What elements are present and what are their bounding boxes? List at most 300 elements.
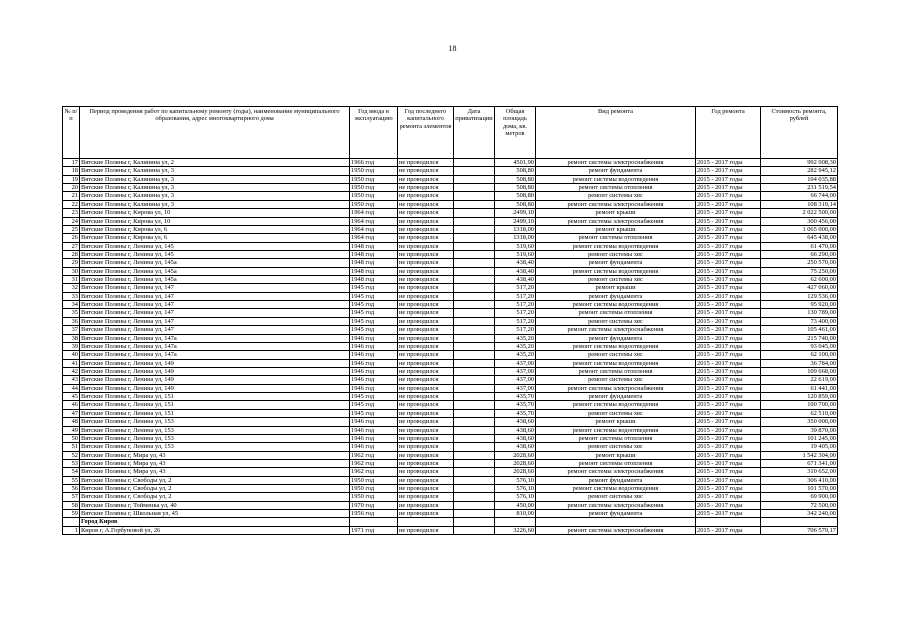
cell-repair-type: ремонт фундамента <box>536 259 696 267</box>
cell-repair-type: ремонт фундамента <box>536 476 696 484</box>
cell-repair-year: 2015 - 2017 годы <box>696 292 761 300</box>
cell-repair-cost: 129 536,00 <box>761 292 838 300</box>
cell-privatization-date <box>454 184 495 192</box>
cell-last-repair: не проводился <box>398 225 454 233</box>
cell-last-repair: не проводился <box>398 401 454 409</box>
cell-privatization-date <box>454 367 495 375</box>
cell-privatization-date <box>454 351 495 359</box>
cell-number: 51 <box>63 443 80 451</box>
cell-repair-type: ремонт системы водоотведения <box>536 175 696 183</box>
cell-repair-cost: 310 652,00 <box>761 468 838 476</box>
cell-repair-type: ремонт системы водоотведения <box>536 301 696 309</box>
cell-year-built: 1962 год <box>350 451 398 459</box>
cell-privatization-date <box>454 159 495 167</box>
cell-repair-type: ремонт системы электроснабжения <box>536 200 696 208</box>
table-row <box>63 292 838 300</box>
cell-total-area: 508,80 <box>495 192 536 200</box>
cell-address: Вятские Поляны г, Мира ул, 43 <box>80 451 350 459</box>
cell-address: Вятские Поляны г, Ленина ул, 149 <box>80 359 350 367</box>
cell-repair-cost: 992 008,30 <box>761 159 838 167</box>
cell-repair-year: 2015 - 2017 годы <box>696 267 761 275</box>
cell-privatization-date <box>454 259 495 267</box>
cell-repair-year: 2015 - 2017 годы <box>696 301 761 309</box>
cell-address: Вятские Поляны г, Ленина ул, 151 <box>80 409 350 417</box>
cell-repair-cost: 75 250,00 <box>761 267 838 275</box>
cell-repair-type: ремонт системы электроснабжения <box>536 501 696 509</box>
cell-privatization-date <box>454 384 495 392</box>
cell-number: 25 <box>63 225 80 233</box>
cell-repair-cost: 109 668,00 <box>761 367 838 375</box>
cell-repair-year: 2015 - 2017 годы <box>696 242 761 250</box>
table-row <box>63 510 838 518</box>
cell-year-built: 1964 год <box>350 217 398 225</box>
cell-number: 50 <box>63 434 80 442</box>
cell-year-built: 1945 год <box>350 284 398 292</box>
cell-repair-cost: 706 579,17 <box>761 526 838 534</box>
cell-repair-cost: 101 245,00 <box>761 434 838 442</box>
cell-repair-cost: 231 519,54 <box>761 184 838 192</box>
cell-repair-year: 2015 - 2017 годы <box>696 468 761 476</box>
table-header-row <box>63 107 838 159</box>
cell-repair-type: ремонт системы хвс <box>536 493 696 501</box>
table-row <box>63 250 838 258</box>
cell-repair-type: ремонт крыши <box>536 284 696 292</box>
cell-repair-cost: 282 945,12 <box>761 167 838 175</box>
cell-repair-year: 2015 - 2017 годы <box>696 309 761 317</box>
table-row <box>63 276 838 284</box>
cell-number: 20 <box>63 184 80 192</box>
cell-address: Вятские Поляны г, Ленина ул, 153 <box>80 418 350 426</box>
cell-privatization-date <box>454 418 495 426</box>
cell-address: Вятские Поляны г, Кирова ул, 6 <box>80 234 350 242</box>
repair-schedule-table <box>62 106 838 535</box>
cell-number: 47 <box>63 409 80 417</box>
cell-year-built: 1945 год <box>350 409 398 417</box>
header-repair-type: Вид ремонта <box>536 107 696 159</box>
cell-last-repair: не проводился <box>398 510 454 518</box>
cell-year-built: 1950 год <box>350 476 398 484</box>
cell-address: Вятские Поляны г, Мира ул, 43 <box>80 468 350 476</box>
page-number: 18 <box>448 44 457 53</box>
cell-repair-type: ремонт системы отопления <box>536 367 696 375</box>
table-row <box>63 159 838 167</box>
cell-repair-cost: 69 900,00 <box>761 493 838 501</box>
cell-repair-type: ремонт системы отопления <box>536 234 696 242</box>
cell-address: Вятские Поляны г, Ленина ул, 147а <box>80 351 350 359</box>
cell-privatization-date <box>454 493 495 501</box>
cell-repair-cost: 120 859,00 <box>761 393 838 401</box>
cell-privatization-date <box>454 301 495 309</box>
table-row <box>63 418 838 426</box>
cell-repair-year: 2015 - 2017 годы <box>696 426 761 434</box>
cell-repair-type: ремонт системы водоотведения <box>536 242 696 250</box>
cell-year-built: 1946 год <box>350 351 398 359</box>
cell-repair-year: 2015 - 2017 годы <box>696 401 761 409</box>
cell-repair-cost: 108 319,14 <box>761 200 838 208</box>
cell-repair-type: ремонт системы водоотведения <box>536 485 696 493</box>
cell-total-area: 576,10 <box>495 476 536 484</box>
cell-number: 49 <box>63 426 80 434</box>
cell-year-built: 1962 год <box>350 459 398 467</box>
section-row <box>63 518 838 526</box>
cell-repair-cost: 350 000,00 <box>761 418 838 426</box>
cell-last-repair: не проводился <box>398 434 454 442</box>
cell-last-repair: не проводился <box>398 209 454 217</box>
cell-privatization-date <box>454 334 495 342</box>
cell-total-area: 437,00 <box>495 359 536 367</box>
cell-privatization-date <box>454 359 495 367</box>
table-row <box>63 526 838 534</box>
cell-repair-type: ремонт системы хвс <box>536 443 696 451</box>
cell-repair-cost: 1 065 000,00 <box>761 225 838 233</box>
cell-repair-type: ремонт крыши <box>536 209 696 217</box>
cell-address: Вятские Поляны г, Ленина ул, 145а <box>80 267 350 275</box>
cell-repair-cost: 66 744,00 <box>761 192 838 200</box>
cell-number: 26 <box>63 234 80 242</box>
cell-total-area: 438,60 <box>495 443 536 451</box>
cell-last-repair: не проводился <box>398 234 454 242</box>
cell-privatization-date <box>454 317 495 325</box>
cell-repair-type: ремонт системы хвс <box>536 317 696 325</box>
cell-repair-cost: 300 456,00 <box>761 217 838 225</box>
cell-repair-year: 2015 - 2017 годы <box>696 276 761 284</box>
header-repair-year: Год ремонта <box>696 107 761 159</box>
cell-number: 24 <box>63 217 80 225</box>
table-row <box>63 493 838 501</box>
table-row <box>63 476 838 484</box>
cell-privatization-date <box>454 175 495 183</box>
cell-total-area: 517,20 <box>495 317 536 325</box>
cell-repair-cost: 62 510,00 <box>761 409 838 417</box>
header-privatization-date: Дата приватизации <box>454 107 495 159</box>
cell-last-repair: не проводился <box>398 259 454 267</box>
cell-repair-year: 2015 - 2017 годы <box>696 334 761 342</box>
cell-number: 46 <box>63 401 80 409</box>
cell-total-area: 438,60 <box>495 418 536 426</box>
cell-number: 41 <box>63 359 80 367</box>
cell-total-area: 508,80 <box>495 184 536 192</box>
cell-total-area: 438,40 <box>495 267 536 275</box>
cell-privatization-date <box>454 167 495 175</box>
cell-total-area: 437,00 <box>495 367 536 375</box>
cell-address: Город Киров <box>80 518 350 526</box>
cell-total-area: 517,20 <box>495 284 536 292</box>
cell-privatization-date <box>454 217 495 225</box>
table-row <box>63 367 838 375</box>
cell-repair-type: ремонт системы водоотведения <box>536 426 696 434</box>
cell-address: Вятские Поляны г, Ленина ул, 153 <box>80 434 350 442</box>
cell-repair-type: ремонт системы электроснабжения <box>536 526 696 534</box>
cell-repair-cost: 104 035,88 <box>761 175 838 183</box>
cell-repair-year: 2015 - 2017 годы <box>696 418 761 426</box>
cell-repair-year: 2015 - 2017 годы <box>696 493 761 501</box>
cell-privatization-date <box>454 510 495 518</box>
cell-total-area: 508,80 <box>495 167 536 175</box>
cell-repair-year: 2015 - 2017 годы <box>696 393 761 401</box>
cell-privatization-date <box>454 518 495 526</box>
cell-repair-cost: 2 022 500,00 <box>761 209 838 217</box>
cell-total-area: 450,00 <box>495 501 536 509</box>
cell-privatization-date <box>454 476 495 484</box>
table-row <box>63 301 838 309</box>
cell-number: 18 <box>63 167 80 175</box>
cell-year-built: 1946 год <box>350 342 398 350</box>
cell-repair-year <box>696 518 761 526</box>
cell-number: 44 <box>63 384 80 392</box>
cell-repair-cost: 73 400,00 <box>761 317 838 325</box>
cell-year-built: 1945 год <box>350 301 398 309</box>
cell-last-repair <box>398 518 454 526</box>
cell-repair-cost: 427 060,00 <box>761 284 838 292</box>
cell-privatization-date <box>454 468 495 476</box>
cell-year-built: 1946 год <box>350 376 398 384</box>
cell-repair-year: 2015 - 2017 годы <box>696 259 761 267</box>
cell-repair-cost: 22 619,00 <box>761 376 838 384</box>
cell-repair-type: ремонт системы водоотведения <box>536 359 696 367</box>
cell-number: 27 <box>63 242 80 250</box>
table-row <box>63 393 838 401</box>
cell-privatization-date <box>454 409 495 417</box>
cell-privatization-date <box>454 376 495 384</box>
cell-repair-cost: 671 341,00 <box>761 459 838 467</box>
cell-privatization-date <box>454 309 495 317</box>
cell-privatization-date <box>454 451 495 459</box>
cell-address: Вятские Поляны г, Ленина ул, 149 <box>80 376 350 384</box>
table-row <box>63 284 838 292</box>
cell-total-area: 508,80 <box>495 175 536 183</box>
cell-privatization-date <box>454 250 495 258</box>
table-row <box>63 359 838 367</box>
cell-repair-year: 2015 - 2017 годы <box>696 250 761 258</box>
cell-year-built: 1945 год <box>350 401 398 409</box>
cell-address: Вятские Поляны г, Калинина ул, 3 <box>80 200 350 208</box>
cell-privatization-date <box>454 225 495 233</box>
cell-number: 59 <box>63 510 80 518</box>
cell-year-built: 1950 год <box>350 175 398 183</box>
cell-repair-type: ремонт системы хвс <box>536 192 696 200</box>
cell-year-built: 1946 год <box>350 359 398 367</box>
cell-number: 32 <box>63 284 80 292</box>
cell-repair-type: ремонт системы хвс <box>536 276 696 284</box>
cell-number: 19 <box>63 175 80 183</box>
table-row <box>63 309 838 317</box>
cell-repair-year: 2015 - 2017 годы <box>696 342 761 350</box>
cell-last-repair: не проводился <box>398 217 454 225</box>
cell-repair-cost: 130 789,00 <box>761 309 838 317</box>
cell-repair-year: 2015 - 2017 годы <box>696 409 761 417</box>
cell-year-built: 1950 год <box>350 167 398 175</box>
cell-last-repair: не проводился <box>398 284 454 292</box>
cell-address: Вятские Поляны г, Ленина ул, 147 <box>80 317 350 325</box>
cell-total-area: 1318,00 <box>495 225 536 233</box>
cell-repair-type: ремонт системы хвс <box>536 351 696 359</box>
table-row <box>63 326 838 334</box>
cell-repair-type: ремонт фундамента <box>536 393 696 401</box>
cell-repair-year: 2015 - 2017 годы <box>696 434 761 442</box>
cell-address: Вятские Поляны г, Ленина ул, 145а <box>80 259 350 267</box>
cell-repair-year: 2015 - 2017 годы <box>696 200 761 208</box>
cell-last-repair: не проводился <box>398 250 454 258</box>
cell-repair-year: 2015 - 2017 годы <box>696 209 761 217</box>
cell-address: Киров г, А.Горбуновой ул, 26 <box>80 526 350 534</box>
cell-number: 53 <box>63 459 80 467</box>
cell-privatization-date <box>454 426 495 434</box>
cell-repair-cost: 61 470,00 <box>761 242 838 250</box>
cell-repair-cost: 342 240,00 <box>761 510 838 518</box>
cell-number: 52 <box>63 451 80 459</box>
cell-last-repair: не проводился <box>398 309 454 317</box>
cell-total-area: 438,60 <box>495 434 536 442</box>
cell-repair-type: ремонт системы электроснабжения <box>536 159 696 167</box>
cell-number: 54 <box>63 468 80 476</box>
cell-total-area: 810,00 <box>495 510 536 518</box>
cell-privatization-date <box>454 209 495 217</box>
cell-address: Вятские Поляны г, Ленина ул, 147 <box>80 292 350 300</box>
cell-privatization-date <box>454 200 495 208</box>
cell-number: 42 <box>63 367 80 375</box>
cell-address: Вятские Поляны г, Ленина ул, 147 <box>80 301 350 309</box>
cell-address: Вятские Поляны г, Калинина ул, 3 <box>80 175 350 183</box>
cell-repair-year: 2015 - 2017 годы <box>696 359 761 367</box>
cell-address: Вятские Поляны г, Свободы ул, 2 <box>80 485 350 493</box>
table-row <box>63 234 838 242</box>
cell-address: Вятские Поляны г, Ленина ул, 147а <box>80 342 350 350</box>
cell-number: 38 <box>63 334 80 342</box>
cell-number: 33 <box>63 292 80 300</box>
cell-total-area: 2028,60 <box>495 459 536 467</box>
cell-privatization-date <box>454 192 495 200</box>
cell-repair-cost: 62 600,00 <box>761 276 838 284</box>
cell-year-built: 1956 год <box>350 510 398 518</box>
cell-repair-year: 2015 - 2017 годы <box>696 234 761 242</box>
cell-year-built: 1964 год <box>350 209 398 217</box>
cell-total-area: 2028,60 <box>495 451 536 459</box>
table-row <box>63 501 838 509</box>
cell-number: 58 <box>63 501 80 509</box>
cell-year-built: 1950 год <box>350 192 398 200</box>
cell-repair-type: ремонт системы электроснабжения <box>536 217 696 225</box>
table-row <box>63 468 838 476</box>
cell-repair-type: ремонт системы водоотведения <box>536 267 696 275</box>
cell-number: 17 <box>63 159 80 167</box>
cell-total-area: 437,00 <box>495 384 536 392</box>
cell-year-built: 1946 год <box>350 334 398 342</box>
cell-privatization-date <box>454 284 495 292</box>
cell-last-repair: не проводился <box>398 192 454 200</box>
cell-year-built: 1946 год <box>350 384 398 392</box>
cell-address: Вятские Поляны г, Калинина ул, 3 <box>80 192 350 200</box>
table-row <box>63 451 838 459</box>
cell-number: 43 <box>63 376 80 384</box>
cell-number: 35 <box>63 309 80 317</box>
cell-year-built: 1946 год <box>350 367 398 375</box>
cell-repair-year: 2015 - 2017 годы <box>696 317 761 325</box>
header-total-area: Общая площадь дома, кв. метров <box>495 107 536 159</box>
cell-repair-type: ремонт фундамента <box>536 334 696 342</box>
table-row <box>63 192 838 200</box>
cell-repair-year: 2015 - 2017 годы <box>696 476 761 484</box>
cell-repair-type: ремонт системы хвс <box>536 376 696 384</box>
cell-year-built: 1950 год <box>350 200 398 208</box>
cell-repair-cost: 645 438,00 <box>761 234 838 242</box>
cell-repair-type: ремонт фундамента <box>536 292 696 300</box>
cell-privatization-date <box>454 342 495 350</box>
cell-privatization-date <box>454 292 495 300</box>
cell-number: 40 <box>63 351 80 359</box>
cell-privatization-date <box>454 326 495 334</box>
cell-last-repair: не проводился <box>398 426 454 434</box>
table-row <box>63 401 838 409</box>
cell-year-built: 1950 год <box>350 485 398 493</box>
header-number: № п/п <box>63 107 80 159</box>
table-row <box>63 485 838 493</box>
table-row <box>63 209 838 217</box>
cell-address: Вятские Поляны г, Свободы ул, 2 <box>80 493 350 501</box>
cell-last-repair: не проводился <box>398 376 454 384</box>
cell-total-area: 4501,90 <box>495 159 536 167</box>
cell-address: Вятские Поляны г, Кирова ул, 10 <box>80 217 350 225</box>
cell-total-area: 1318,00 <box>495 234 536 242</box>
cell-repair-type: ремонт крыши <box>536 418 696 426</box>
cell-repair-type: ремонт крыши <box>536 225 696 233</box>
cell-total-area: 435,70 <box>495 401 536 409</box>
table-row <box>63 200 838 208</box>
cell-last-repair: не проводился <box>398 409 454 417</box>
cell-last-repair: не проводился <box>398 267 454 275</box>
cell-repair-year: 2015 - 2017 годы <box>696 443 761 451</box>
cell-number: 45 <box>63 393 80 401</box>
cell-last-repair: не проводился <box>398 301 454 309</box>
cell-privatization-date <box>454 267 495 275</box>
cell-number: 28 <box>63 250 80 258</box>
cell-address: Вятские Поляны г, Ленина ул, 145 <box>80 250 350 258</box>
cell-repair-year: 2015 - 2017 годы <box>696 367 761 375</box>
cell-repair-type: ремонт системы хвс <box>536 409 696 417</box>
cell-last-repair: не проводился <box>398 359 454 367</box>
table-row <box>63 342 838 350</box>
cell-last-repair: не проводился <box>398 443 454 451</box>
header-repair-cost: Стоимость ремонта, рублей <box>761 107 838 159</box>
cell-address: Вятские Поляны г, Ленина ул, 153 <box>80 443 350 451</box>
cell-repair-year: 2015 - 2017 годы <box>696 526 761 534</box>
table-row <box>63 409 838 417</box>
cell-number: 34 <box>63 301 80 309</box>
cell-year-built: 1962 год <box>350 468 398 476</box>
cell-repair-type: ремонт системы водоотведения <box>536 401 696 409</box>
cell-address: Вятские Поляны г, Ленина ул, 153 <box>80 426 350 434</box>
cell-last-repair: не проводился <box>398 334 454 342</box>
cell-number: 31 <box>63 276 80 284</box>
cell-repair-cost: 306 410,00 <box>761 476 838 484</box>
cell-privatization-date <box>454 526 495 534</box>
cell-repair-year: 2015 - 2017 годы <box>696 485 761 493</box>
cell-repair-year: 2015 - 2017 годы <box>696 167 761 175</box>
cell-address: Вятские Поляны г, Калинина ул, 2 <box>80 159 350 167</box>
cell-repair-year: 2015 - 2017 годы <box>696 284 761 292</box>
cell-repair-year: 2015 - 2017 годы <box>696 510 761 518</box>
cell-number: 37 <box>63 326 80 334</box>
cell-repair-year: 2015 - 2017 годы <box>696 192 761 200</box>
cell-last-repair: не проводился <box>398 485 454 493</box>
cell-number: 30 <box>63 267 80 275</box>
cell-number: 1 <box>63 526 80 534</box>
cell-repair-cost: 61 441,00 <box>761 384 838 392</box>
cell-repair-cost: 1 542 304,00 <box>761 451 838 459</box>
cell-repair-cost: 36 784,00 <box>761 359 838 367</box>
cell-repair-type: ремонт крыши <box>536 451 696 459</box>
cell-address: Вятские Поляны г, Ленина ул, 149 <box>80 384 350 392</box>
table-row <box>63 184 838 192</box>
